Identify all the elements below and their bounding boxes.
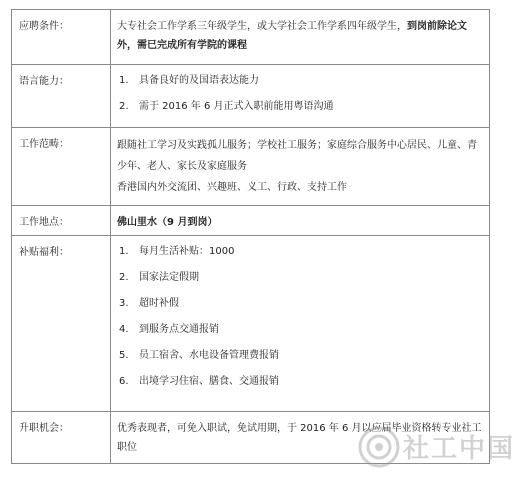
- row-label: 工作范畴：: [12, 128, 111, 206]
- watermark-text: 社工中国: [403, 434, 515, 464]
- list-text: 到服务点交通报销: [139, 324, 219, 335]
- row-content: [111, 10, 490, 65]
- row-content: [111, 206, 490, 236]
- content-line: 跟随社工学习及实践孤儿服务；学校社工服务；家庭综合服务中心居民、儿童、青: [117, 140, 477, 151]
- list-number: 6.: [119, 376, 129, 387]
- recruitment-info-table: [11, 9, 490, 464]
- list-number: 1.: [119, 246, 129, 257]
- list-number: 5.: [119, 350, 129, 361]
- content-line: 佛山里水（9 月到岗）: [117, 217, 218, 228]
- list-item: [117, 347, 489, 364]
- list-item: [117, 243, 489, 260]
- list-number: 1.: [119, 75, 129, 86]
- row-language: [12, 65, 490, 128]
- list-text: 具备良好的及国语表达能力: [139, 75, 259, 86]
- content-line: 职位: [117, 442, 137, 453]
- row-label: 应聘条件：: [12, 10, 111, 65]
- row-label: 工作地点：: [12, 206, 111, 236]
- list-text: 国家法定假期: [139, 272, 199, 283]
- list-item: [117, 98, 489, 115]
- list-number: 3.: [119, 298, 129, 309]
- content-line: 香港国内外交流团、兴趣班、义工、行政、支持工作: [117, 182, 347, 193]
- shegong-logo-icon: [357, 425, 401, 469]
- list-item: [117, 321, 489, 338]
- row-benefits: [12, 236, 490, 412]
- content-line: 优秀表现者，可免入职试，免试用期，于 2016 年 6 月以应届毕业资格转专业社工: [117, 423, 482, 434]
- list-number: 2.: [119, 101, 129, 112]
- row-content: [111, 236, 490, 412]
- list-number: 2.: [119, 272, 129, 283]
- row-label: 补贴福利：: [12, 236, 111, 412]
- row-scope: [12, 128, 490, 206]
- row-content: [111, 128, 490, 206]
- list-text: 需于 2016 年 6 月正式入职前能用粤语沟通: [139, 101, 334, 112]
- list-number: 4.: [119, 324, 129, 335]
- list-text: 超时补假: [139, 298, 179, 309]
- row-label: 语言能力：: [12, 65, 111, 128]
- row-requirements: [12, 10, 490, 65]
- row-content: [111, 65, 490, 128]
- row-label: 升职机会：: [12, 412, 111, 464]
- content-line: [117, 17, 489, 36]
- text-segment-bold: 到岗前除论文: [407, 21, 467, 32]
- content-line: 外，需已完成所有学院的课程: [117, 40, 247, 51]
- content-line: 少年、老人、家长及家庭服务: [117, 161, 247, 172]
- list-item: [117, 373, 489, 390]
- list-text: 员工宿舍、水电设备管理费报销: [139, 350, 279, 361]
- list-item: [117, 269, 489, 286]
- row-location: [12, 206, 490, 236]
- text-segment: 大专社会工作学系三年级学生，或大学社会工作学系四年级学生，: [117, 21, 407, 32]
- watermark: [355, 422, 515, 472]
- list-item: [117, 72, 489, 89]
- list-text: 出境学习住宿、膳食、交通报销: [139, 376, 279, 387]
- list-item: [117, 295, 489, 312]
- list-text: 每月生活补贴：1000: [139, 246, 235, 257]
